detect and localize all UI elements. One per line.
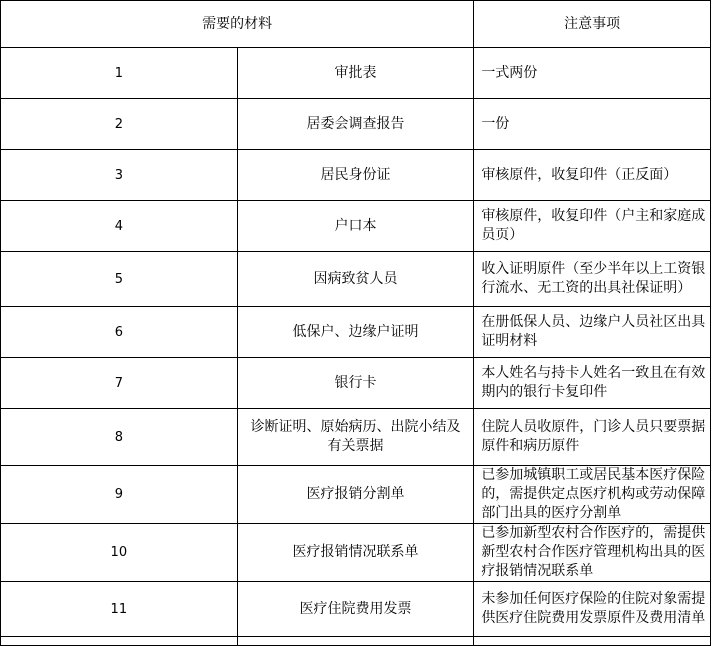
- row-material-empty: [237, 637, 474, 646]
- header-notes: 注意事项: [474, 1, 711, 48]
- row-number: 6: [1, 307, 238, 358]
- row-note: 一式两份: [474, 48, 711, 99]
- table-row: [1, 466, 711, 524]
- table-row: [1, 409, 711, 466]
- row-material: 诊断证明、原始病历、出院小结及有关票据: [237, 409, 474, 466]
- row-note: 已参加城镇职工或居民基本医疗保险的，需提供定点医疗机构或劳动保障部门出具的医疗分割单: [474, 466, 711, 524]
- row-note: 住院人员收原件，门诊人员只要票据原件和病历原件: [474, 409, 711, 466]
- row-number-empty: [1, 637, 238, 646]
- row-number: 11: [1, 582, 238, 637]
- row-number: 10: [1, 524, 238, 582]
- row-number: 9: [1, 466, 238, 524]
- row-number: 1: [1, 48, 238, 99]
- row-number: 5: [1, 252, 238, 307]
- row-note-empty: [474, 637, 711, 646]
- row-number: 2: [1, 99, 238, 150]
- row-number: 8: [1, 409, 238, 466]
- row-material: 医疗报销分割单: [237, 466, 474, 524]
- row-number: 7: [1, 358, 238, 409]
- table-row: [1, 358, 711, 409]
- row-material: 审批表: [237, 48, 474, 99]
- table-row: [1, 99, 711, 150]
- row-material: 居委会调查报告: [237, 99, 474, 150]
- row-note: 在册低保人员、边缘户人员社区出具证明材料: [474, 307, 711, 358]
- row-note: 一份: [474, 99, 711, 150]
- table-row: [1, 150, 711, 201]
- row-note: 未参加任何医疗保险的住院对象需提供医疗住院费用发票原件及费用清单: [474, 582, 711, 637]
- row-material: 医疗报销情况联系单: [237, 524, 474, 582]
- table-row: [1, 201, 711, 252]
- row-material: 低保户、边缘户证明: [237, 307, 474, 358]
- table-row: [1, 48, 711, 99]
- header-materials: 需要的材料: [1, 1, 474, 48]
- row-number: 3: [1, 150, 238, 201]
- table-row: [1, 252, 711, 307]
- table-row: [1, 307, 711, 358]
- row-note: 本人姓名与持卡人姓名一致且在有效期内的银行卡复印件: [474, 358, 711, 409]
- row-material: 医疗住院费用发票: [237, 582, 474, 637]
- row-note: 审核原件，收复印件（正反面）: [474, 150, 711, 201]
- table-row-partial: [1, 637, 711, 646]
- table-header-row: [1, 1, 711, 48]
- table-row: [1, 524, 711, 582]
- table-row: [1, 582, 711, 637]
- row-note: 审核原件，收复印件（户主和家庭成员页）: [474, 201, 711, 252]
- row-material: 因病致贫人员: [237, 252, 474, 307]
- row-note: 已参加新型农村合作医疗的，需提供新型农村合作医疗管理机构出具的医疗报销情况联系单: [474, 524, 711, 582]
- row-note: 收入证明原件（至少半年以上工资银行流水、无工资的出具社保证明）: [474, 252, 711, 307]
- row-number: 4: [1, 201, 238, 252]
- row-material: 银行卡: [237, 358, 474, 409]
- row-material: 居民身份证: [237, 150, 474, 201]
- row-material: 户口本: [237, 201, 474, 252]
